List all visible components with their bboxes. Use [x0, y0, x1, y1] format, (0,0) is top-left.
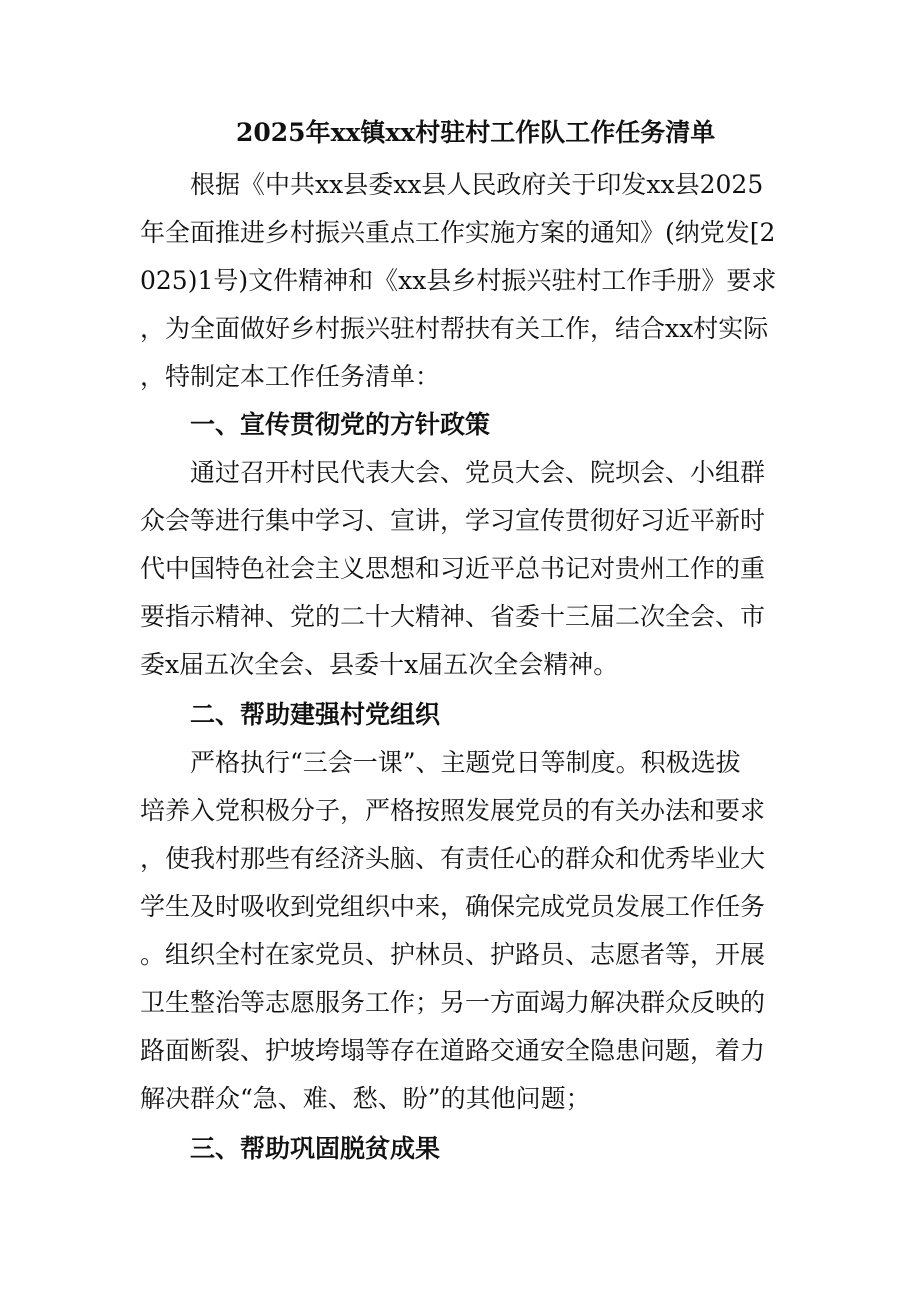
- section-1-line-4: 要指示精神、党的二十大精神、省委十三届二次全会、市: [140, 602, 766, 631]
- section-2-line-6: 卫生整治等志愿服务工作；另一方面竭力解决群众反映的: [140, 988, 766, 1017]
- section-heading-3: 三、帮助巩固脱贫成果: [190, 1134, 441, 1163]
- section-2-line-2: 培养入党积极分子，严格按照发展党员的有关办法和要求: [140, 796, 766, 825]
- section-2-line-7: 路面断裂、护坡垮塌等存在道路交通安全隐患问题，着力: [140, 1036, 766, 1065]
- section-2-line-8: 解决群众“急、难、愁、盼”的其他问题；: [140, 1084, 591, 1113]
- section-heading-2: 二、帮助建强村党组织: [190, 700, 441, 729]
- section-1-line-5: 委x届五次全会、县委十x届五次全会精神。: [140, 650, 619, 679]
- intro-line-1: 根据《中共xx县委xx县人民政府关于印发xx县2025: [190, 170, 764, 199]
- intro-line-5: ，特制定本工作任务清单：: [140, 362, 441, 391]
- intro-line-2: 年全面推进乡村振兴重点工作实施方案的通知》(纳党发[2: [140, 218, 776, 247]
- section-2-line-3: ，使我村那些有经济头脑、有责任心的群众和优秀毕业大: [140, 844, 766, 873]
- section-1-line-1: 通过召开村民代表大会、党员大会、院坝会、小组群: [190, 458, 766, 487]
- section-1-line-3: 代中国特色社会主义思想和习近平总书记对贵州工作的重: [140, 554, 766, 583]
- intro-line-3: 025)1号)文件精神和《xx县乡村振兴驻村工作手册》要求: [140, 266, 777, 295]
- document-title: 2025年xx镇xx村驻村工作队工作任务清单: [236, 118, 716, 147]
- intro-line-4: ，为全面做好乡村振兴驻村帮扶有关工作，结合xx村实际: [140, 314, 769, 343]
- section-2-line-5: 。组织全村在家党员、护林员、护路员、志愿者等，开展: [140, 940, 766, 969]
- section-heading-1: 一、宣传贯彻党的方针政策: [190, 410, 491, 439]
- section-2-line-1: 严格执行“三会一课”、主题党日等制度。积极选拔: [190, 748, 741, 777]
- section-2-line-4: 学生及时吸收到党组织中来，确保完成党员发展工作任务: [140, 892, 766, 921]
- section-1-line-2: 众会等进行集中学习、宣讲，学习宣传贯彻好习近平新时: [140, 506, 766, 535]
